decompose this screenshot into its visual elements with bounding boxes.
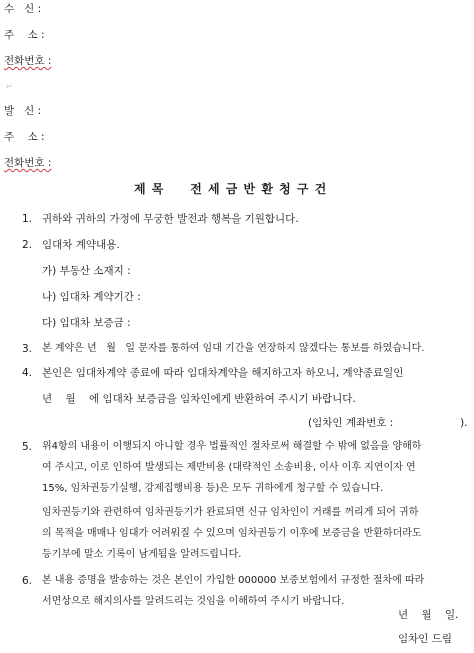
- item-3-number: 3.: [22, 343, 33, 355]
- item-4-account-number: (임차인 계좌번호 : ).: [308, 417, 468, 429]
- item-4-text: 본인은 임대차계약 종료에 따라 임대차계약을 해지하고자 하오니, 계약종료일인: [42, 367, 404, 379]
- item-2-deposit: 다) 임대차 보증금 :: [42, 317, 131, 329]
- sender-label: 발 신 :: [4, 105, 42, 117]
- paragraph-mark-icon: ↵: [6, 82, 13, 91]
- item-6-line-2: 서면상으로 해지의사를 알려드리는 것임을 이해하여 주시기 바랍니다.: [42, 596, 345, 607]
- item-5-line-3: 15%, 임차권등기실행, 강제집행비용 등)은 모두 귀하에게 청구할 수 있습니다.: [42, 483, 384, 494]
- document-title: 제 목 전 세 금 반 환 청 구 건: [134, 182, 328, 196]
- item-5-line-1: 위4항의 내용이 이행되지 아니할 경우 법률적인 절차로써 해결할 수 밖에 없음을 양해하: [42, 441, 422, 452]
- item-1-text: 귀하와 귀하의 가정에 무궁한 발전과 행복을 기원합니다.: [42, 213, 299, 225]
- closing-date: 년 월 일.: [398, 609, 459, 621]
- sender-address-label: 주 소 :: [4, 131, 45, 143]
- item-3-text: 본 계약은 년 월 일 문자를 통하여 임대 기간을 연장하지 않겠다는 통보를 하였습니다.: [42, 343, 425, 354]
- item-5-paragraph-2-line-2: 의 목적을 매매나 임대가 어려워질 수 있으며 임차권등기 이후에 보증금을 반환하더라도: [42, 528, 422, 539]
- item-2-number: 2.: [22, 239, 33, 251]
- sender-phone-label: 전화번호 :: [4, 157, 52, 169]
- recipient-label: 수 신 :: [4, 3, 42, 15]
- item-2-lease-period: 나) 임대차 계약기간 :: [42, 291, 141, 303]
- item-5-line-2: 여 주시고, 이로 인하여 발생되는 제반비용 (대략적인 소송비용, 이사 이후 지연이자 연: [42, 462, 416, 473]
- item-2-property-location: 가) 부동산 소재지 :: [42, 265, 131, 277]
- recipient-phone-label: 전화번호 :: [4, 55, 52, 67]
- item-6-line-1: 본 내용 증명을 발송하는 것은 본인이 가입한 000000 보증보험에서 규정한 절차에 따라: [42, 575, 425, 586]
- item-4-number: 4.: [22, 367, 33, 379]
- item-4-line-2: 년 월 에 임대차 보증금을 임차인에게 반환하여 주시기 바랍니다.: [42, 393, 356, 405]
- item-6-number: 6.: [22, 575, 33, 587]
- closing-signature: 임차인 드림: [398, 633, 453, 645]
- item-1-number: 1.: [22, 213, 33, 225]
- item-5-number: 5.: [22, 441, 33, 453]
- item-5-paragraph-2-line-1: 임차권등기와 관련하여 임차권등기가 완료되면 신규 임차인이 거래를 꺼리게 되어 귀하: [42, 507, 419, 518]
- item-5-paragraph-2-line-3: 등기부에 말소 기록이 남게됨을 알려드립니다.: [42, 549, 242, 560]
- item-2-text: 임대차 계약내용.: [42, 239, 120, 251]
- recipient-address-label: 주 소 :: [4, 29, 45, 41]
